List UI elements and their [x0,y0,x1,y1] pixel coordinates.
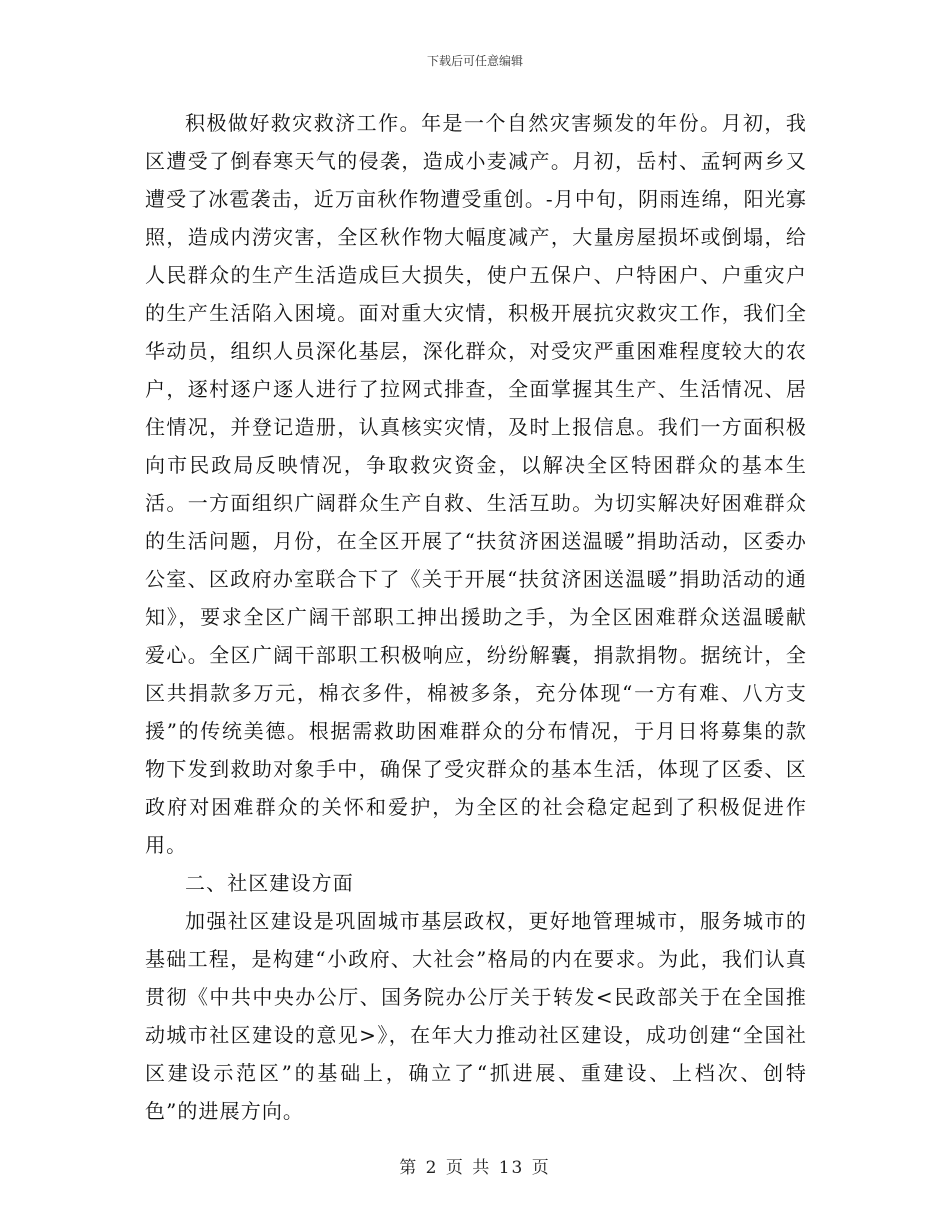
page-footer [0,1153,950,1178]
document-body [145,104,807,1130]
paragraph-community-building: 加强社区建设是巩固城市基层政权，更好地管理城市，服务城市的基础工程，是构建“小政府、大社会”格局的内在要求。为此，我们认真贯彻《中共中央办公厅、国务院办公厅关于转发<民政部关于在全国推动城市社区建设的意见>》，在年大力推动社区建设，成功创建“全国社区建设示范区”的基础上，确立了“抓进展、重建设、上档次、创特色”的进展方向。 [145,909,807,1123]
footer-suffix: 页 [531,1158,551,1178]
section-heading-community: 二、社区建设方面 [185,871,354,895]
paragraph-disaster-relief: 积极做好救灾救济工作。年是一个自然灾害频发的年份。月初，我区遭受了倒春寒天气的侵袭，造成小麦减产。月初，岳村、孟轲两乡又遭受了冰雹袭击，近万亩秋作物遭受重创。-月中旬，阴雨连绵，阳光寡照，造成内涝灾害，全区秋作物大幅度减产，大量房屋损坏或倒塌，给人民群众的生产生活造成巨大损失，使户五保户、户特困户、户重灾户的生产生活陷入困境。面对重大灾情，积极开展抗灾救灾工作，我们全华动员，组织人员深化基层，深化群众，对受灾严重困难程度较大的农户，逐村逐户逐人进行了拉网式排查，全面掌握其生产、生活情况、居住情况，并登记造册，认真核实灾情，及时上报信息。我们一方面积极向市民政局反映情况，争取救灾资金，以解决全区特困群众的基本生活。一方面组织广阔群众生产自救、生活互助。为切实解决好困难群众的生活问题，月份，在全区开展了“扶贫济困送温暖”捐助活动，区委办公室、区政府办室联合下了《关于开展“扶贫济困送温暖”捐助活动的通知》，要求全区广阔干部职工抻出援助之手，为全区困难群众送温暖献爱心。全区广阔干部职工积极响应，纷纷解囊，捐款捐物。据统计，全区共捐款多万元，棉衣多件，棉被多条，充分体现“一方有难、八方支援”的传统美德。根据需救助困难群众的分布情况，于月日将募集的款物下发到救助对象手中，确保了受灾群众的基本生活，体现了区委、区政府对困难群众的关怀和爱护，为全区的社会稳定起到了积极促进作用。 [145,111,807,857]
footer-total-pages: 13 [498,1158,525,1178]
footer-middle: 页 共 [445,1158,492,1178]
footer-prefix: 第 [399,1158,419,1178]
footer-current-page: 2 [425,1158,439,1178]
page-header-note: 下载后可任意编辑 [426,54,523,68]
